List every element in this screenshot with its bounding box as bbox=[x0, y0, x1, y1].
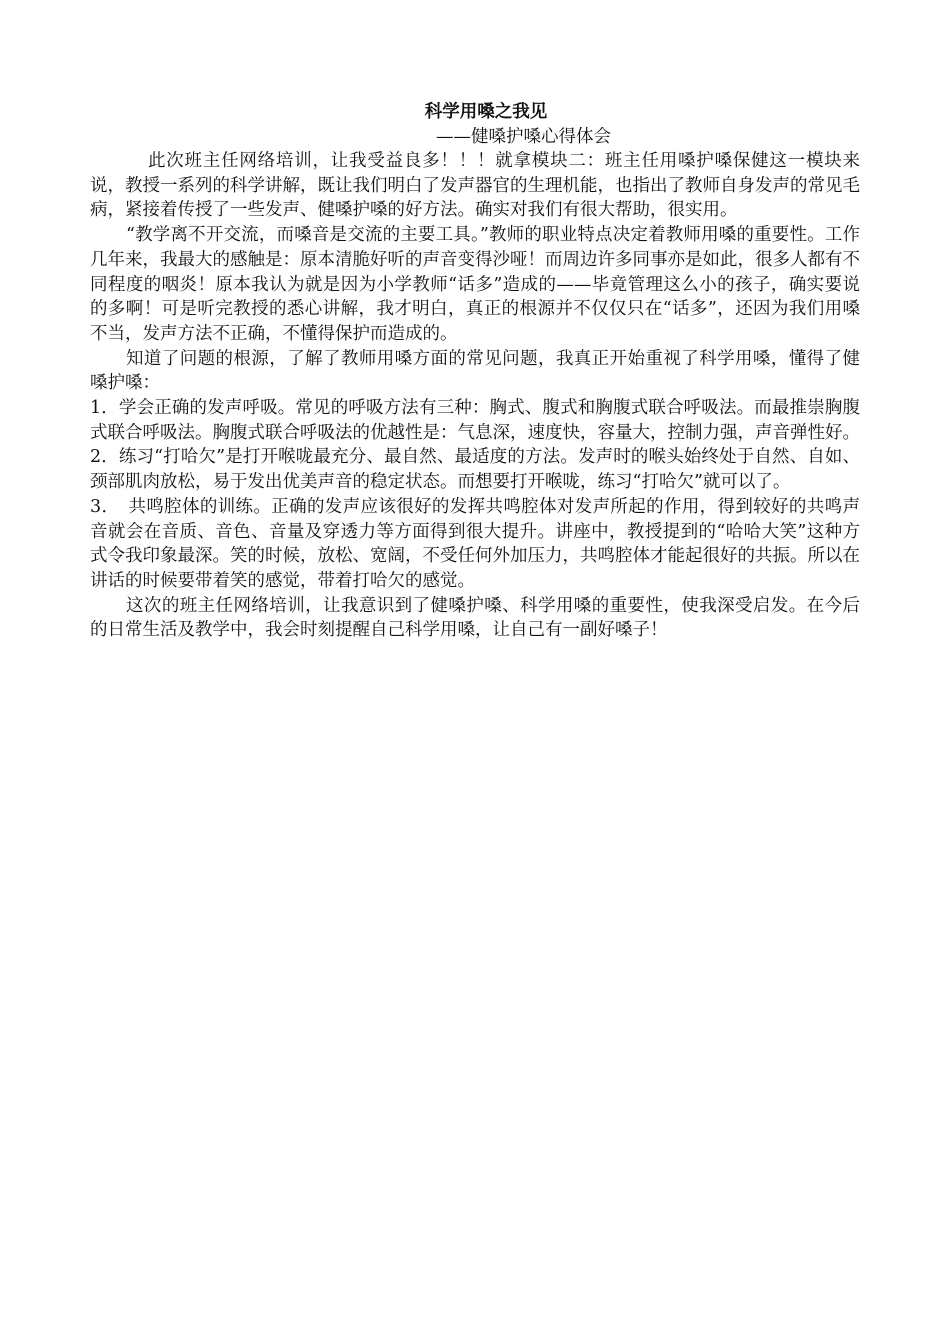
list-item-breathing: 1．学会正确的发声呼吸。常见的呼吸方法有三种：胸式、腹式和胸腹式联合呼吸法。而最推崇胸腹式联合呼吸法。胸腹式联合呼吸法的优越性是：气息深，速度快，容量大，控制力强，声音弹性好。 bbox=[90, 398, 860, 443]
document-subtitle: ——健嗓护嗓心得体会 bbox=[436, 127, 611, 147]
paragraph-intro: 此次班主任网络培训，让我受益良多！！！就拿模块二：班主任用嗓护嗓保健这一模块来说，教授一系列的科学讲解，既让我们明白了发声器官的生理机能，也指出了教师自身发声的常见毛病，紧接着传授了一些发声、健嗓护嗓的好方法。确实对我们有很大帮助，很实用。 bbox=[90, 151, 860, 221]
list-item-resonance: 3． 共鸣腔体的训练。正确的发声应该很好的发挥共鸣腔体对发声所起的作用，得到较好的共鸣声音就会在音质、音色、音量及穿透力等方面得到很大提升。讲座中，教授提到的“哈哈大笑”这种方式令我印象最深。笑的时候，放松、宽阔，不受任何外加压力，共鸣腔体才能起很好的共振。所以在讲话的时候要带着笑的感觉，带着打哈欠的感觉。 bbox=[90, 496, 860, 591]
paragraph-closing: 这次的班主任网络培训，让我意识到了健嗓护嗓、科学用嗓的重要性，使我深受启发。在今后的日常生活及教学中，我会时刻提醒自己科学用嗓，让自己有一副好嗓子！ bbox=[90, 595, 860, 641]
list-item-yawning: 2．练习“打哈欠”是打开喉咙最充分、最自然、最适度的方法。发声时的喉头始终处于自然、自如、颈部肌肉放松，易于发出优美声音的稳定状态。而想要打开喉咙，练习“打哈欠”就可以了。 bbox=[90, 447, 860, 493]
document-title: 科学用嗓之我见 bbox=[424, 102, 548, 122]
document-body bbox=[90, 100, 860, 643]
paragraph-root-cause: 知道了问题的根源，了解了教师用嗓方面的常见问题，我真正开始重视了科学用嗓，懂得了健嗓护嗓： bbox=[90, 348, 860, 394]
paragraph-importance: “教学离不开交流，而嗓音是交流的主要工具。”教师的职业特点决定着教师用嗓的重要性。工作几年来，我最大的感触是：原本清脆好听的声音变得沙哑！而周边许多同事亦是如此，很多人都有不同程度的咽炎！原本我认为就是因为小学教师“话多”造成的——毕竟管理这么小的孩子，确实要说的多啊！可是听完教授的悉心讲解，我才明白，真正的根源并不仅仅只在“话多”，还因为我们用嗓不当，发声方法不正确，不懂得保护而造成的。 bbox=[90, 225, 860, 344]
